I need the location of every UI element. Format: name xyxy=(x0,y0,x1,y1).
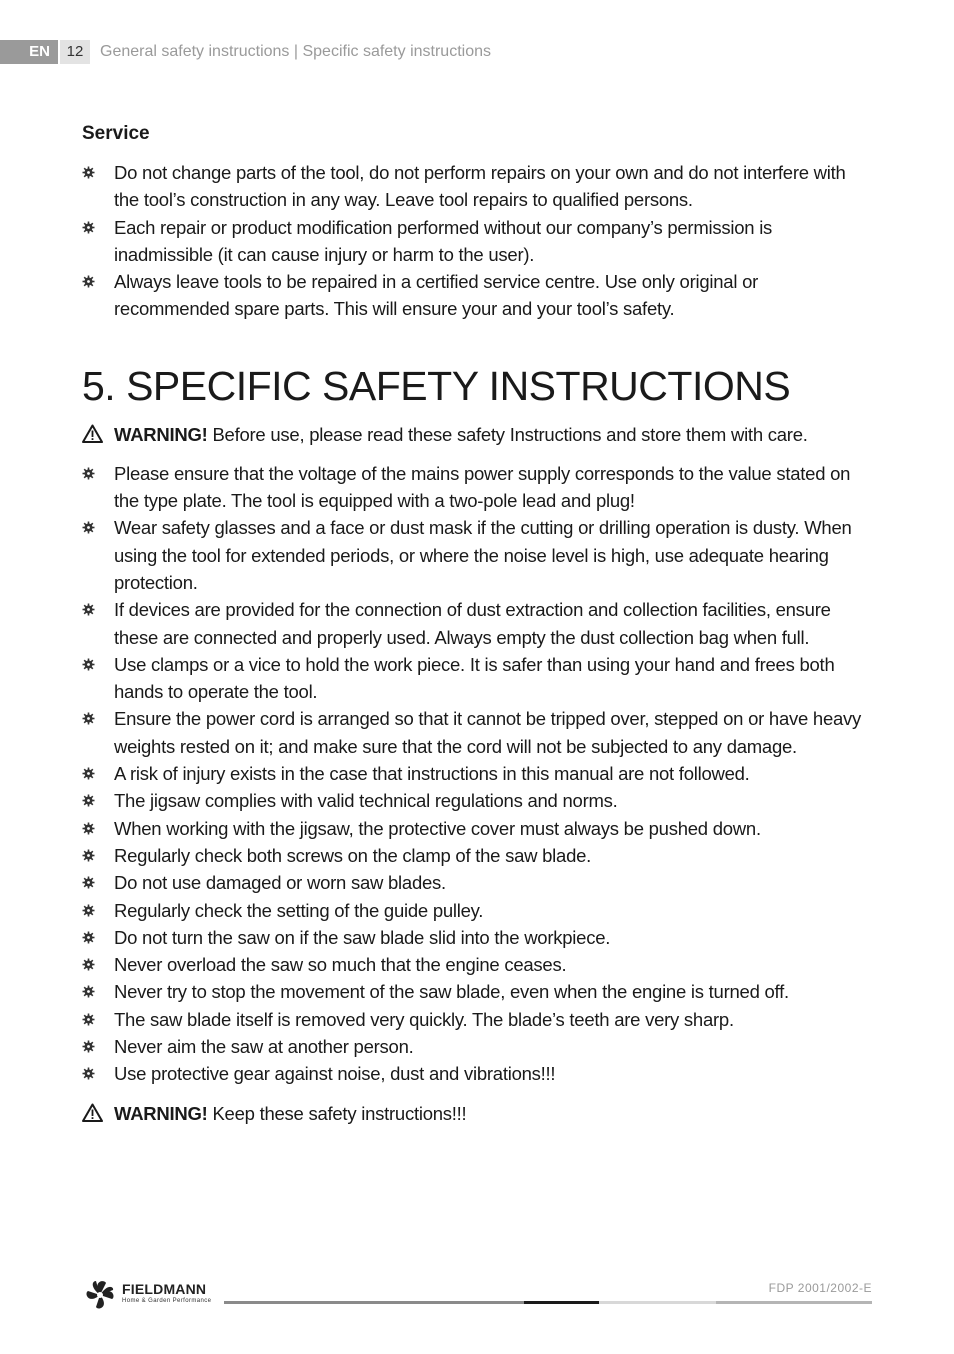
gear-bullet-icon xyxy=(82,958,95,971)
final-warning-label: WARNING! xyxy=(114,1102,208,1124)
list-item xyxy=(82,924,872,951)
list-item-text: Regularly check both screws on the clamp of the saw blade. xyxy=(114,844,592,866)
gear-bullet-icon xyxy=(82,904,95,917)
list-item xyxy=(82,596,872,651)
warning-triangle-icon xyxy=(82,1103,103,1122)
section-title: 5. SPECIFIC SAFETY INSTRUCTIONS xyxy=(82,362,791,409)
list-item xyxy=(82,869,872,896)
gear-bullet-icon xyxy=(82,985,95,998)
safety-instructions-list xyxy=(82,460,872,1088)
list-item xyxy=(82,815,872,842)
list-item-text: Never try to stop the movement of the saw blade, even when the engine is turned off. xyxy=(114,981,789,1003)
gear-bullet-icon xyxy=(82,1067,95,1080)
final-warning-notice xyxy=(82,1100,872,1127)
model-code: FDP 2001/2002-E xyxy=(768,1281,872,1295)
service-list xyxy=(82,159,872,323)
list-item-text: Please ensure that the voltage of the mains power supply corresponds to the value stated on the type plate. The tool is equipped with a two-pole lead and plug! xyxy=(114,462,851,512)
footer-rule-segment xyxy=(224,1301,524,1304)
gear-bullet-icon xyxy=(82,221,95,234)
language-tab: EN xyxy=(0,40,58,64)
gear-bullet-icon xyxy=(82,467,95,480)
warning-notice xyxy=(82,421,872,448)
list-item xyxy=(82,268,872,323)
list-item xyxy=(82,897,872,924)
gear-bullet-icon xyxy=(82,767,95,780)
list-item xyxy=(82,460,872,515)
brand-name: FIELDMANN xyxy=(122,1281,207,1297)
footer-rule-segment xyxy=(524,1301,599,1304)
list-item xyxy=(82,787,872,814)
warning-triangle-icon xyxy=(82,424,103,443)
list-item-text: Use clamps or a vice to hold the work piece. It is safer than using your hand and frees both hands to operate the tool. xyxy=(114,653,835,703)
gear-bullet-icon xyxy=(82,1040,95,1053)
gear-bullet-icon xyxy=(82,794,95,807)
footer-rule-segment xyxy=(716,1301,872,1304)
list-item-text: Never aim the saw at another person. xyxy=(114,1036,414,1058)
list-item-text: The saw blade itself is removed very quickly. The blade’s teeth are very sharp. xyxy=(114,1008,734,1030)
gear-bullet-icon xyxy=(82,1013,95,1026)
final-warning-text: Keep these safety instructions!!! xyxy=(212,1102,467,1124)
gear-bullet-icon xyxy=(82,521,95,534)
list-item xyxy=(82,214,872,269)
list-item-text: Regularly check the setting of the guide pulley. xyxy=(114,899,484,921)
page-header xyxy=(0,40,954,64)
gear-bullet-icon xyxy=(82,603,95,616)
list-item-text: Ensure the power cord is arranged so that it cannot be tripped over, stepped on or have heavy weights rested on it; and make sure that the cord will not be subjected to any damage. xyxy=(114,708,862,757)
list-item-text: Each repair or product modification performed without our company’s permission is inadmissible (it can cause injury or harm to the user). xyxy=(114,216,773,265)
gear-bullet-icon xyxy=(82,822,95,835)
list-item-text: If devices are provided for the connection of dust extraction and collection facilities, ensure these are connected and properly used. Always empty the dust collection bag when full. xyxy=(114,599,831,648)
gear-bullet-icon xyxy=(82,275,95,288)
list-item-text: Wear safety glasses and a face or dust mask if the cutting or drilling operation is dusty. When using the tool for extended periods, or where the noise level is high, use adequate hearing protection. xyxy=(114,517,852,593)
list-item xyxy=(82,951,872,978)
list-item xyxy=(82,651,872,706)
list-item xyxy=(82,1033,872,1060)
list-item-text: When working with the jigsaw, the protective cover must always be pushed down. xyxy=(114,817,761,839)
list-item-text: The jigsaw complies with valid technical regulations and norms. xyxy=(114,790,618,812)
gear-bullet-icon xyxy=(82,712,95,725)
list-item xyxy=(82,705,872,760)
list-item xyxy=(82,842,872,869)
running-header-title: General safety instructions | Specific safety instructions xyxy=(100,43,491,60)
page-number: 12 xyxy=(60,40,90,64)
list-item-text: Always leave tools to be repaired in a certified service centre. Use only original or recommended spare parts. This will ensure your and your tool’s safety. xyxy=(114,271,759,320)
page-content xyxy=(82,122,872,1127)
gear-bullet-icon xyxy=(82,849,95,862)
list-item xyxy=(82,978,872,1005)
brand-logo xyxy=(82,1277,222,1313)
gear-bullet-icon xyxy=(82,166,95,179)
list-item xyxy=(82,514,872,596)
footer-rule-segment xyxy=(599,1301,716,1304)
list-item-text: Do not change parts of the tool, do not perform repairs on your own and do not interfere with the tool’s construction in any way. Leave tool repairs to qualified persons. xyxy=(114,162,846,211)
warning-text: Before use, please read these safety Instructions and store them with care. xyxy=(212,423,808,445)
warning-label: WARNING! xyxy=(114,423,208,445)
gear-bullet-icon xyxy=(82,876,95,889)
gear-bullet-icon xyxy=(82,931,95,944)
page-footer xyxy=(82,1277,872,1317)
list-item-text: Never overload the saw so much that the engine ceases. xyxy=(114,954,567,976)
brand-tagline: Home & Garden Performance xyxy=(122,1298,212,1304)
gear-bullet-icon xyxy=(82,658,95,671)
list-item xyxy=(82,1060,872,1087)
list-item-text: Use protective gear against noise, dust and vibrations!!! xyxy=(114,1063,556,1085)
list-item xyxy=(82,760,872,787)
service-heading: Service xyxy=(82,123,150,144)
list-item-text: Do not turn the saw on if the saw blade slid into the workpiece. xyxy=(114,926,611,948)
list-item-text: A risk of injury exists in the case that instructions in this manual are not followed. xyxy=(114,763,750,785)
list-item xyxy=(82,159,872,214)
list-item xyxy=(82,1006,872,1033)
fieldmann-fan-icon xyxy=(82,1277,118,1313)
list-item-text: Do not use damaged or worn saw blades. xyxy=(114,872,446,894)
